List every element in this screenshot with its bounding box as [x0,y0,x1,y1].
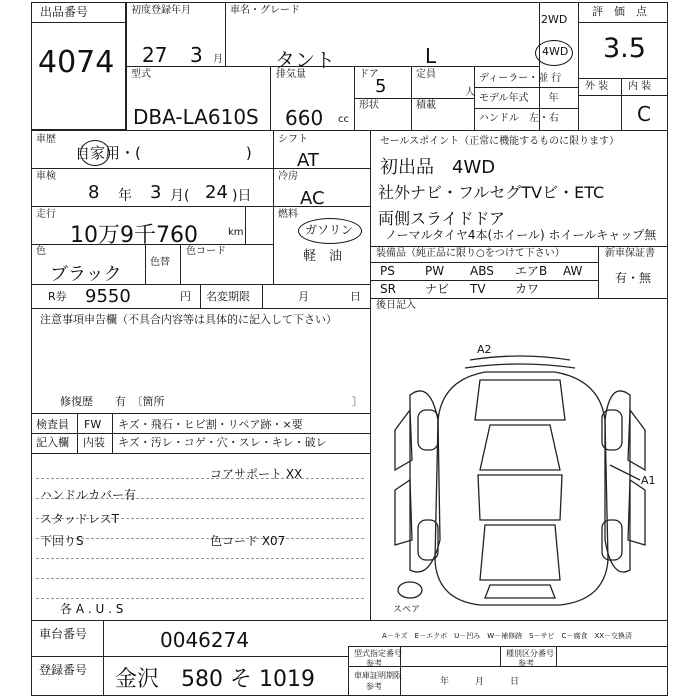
category-ref: 参考 [518,659,534,668]
displacement-unit: cc [338,114,349,125]
damage-mark-a1: A1 [641,474,656,487]
remarks-line [36,598,364,599]
remarks-line [36,478,364,479]
remark-left: 各 A . U . S [60,602,124,616]
grade: L [425,44,437,68]
load-label: 積載 [416,100,436,111]
first-registration-label: 初度登録年月 [131,5,191,16]
shape-label: 形状 [359,100,379,111]
inspection-month: 3 [150,182,162,203]
capacity-label: 定員 [416,69,436,80]
history-value: 自家用・( ) [75,144,252,162]
sales-line-1: 初出品 4WD [380,157,496,178]
inspector-entry-label: 記入欄 [36,436,69,449]
after-entry-label: 後日記入 [376,300,416,311]
inspection-year: 8 [88,182,100,203]
sales-line-2: 社外ナビ・フルセグTVビ・ETC [378,183,605,202]
color-value: ブラック [50,264,122,285]
chassis-value: 0046274 [160,628,250,652]
sales-label: セールスポイント（正常に機能するものに限ります） [380,136,620,147]
displacement-label: 排気量 [276,69,306,80]
repair-label: 修復歴 [60,395,93,408]
first-registration-month: 3 [190,43,203,67]
drive-4wd-circle [535,40,573,66]
equipment-item: ABS [470,264,494,278]
color-change-label: 色替 [150,257,170,268]
drive-4wd: 4WD [542,45,569,58]
model-year-label: モデル年式 年 [479,93,559,104]
inspection-label: 車検 [36,171,56,182]
rating-value: 3.5 [603,33,646,64]
doors-label: ドア [359,69,379,80]
registration-label: 登録番号 [39,663,88,677]
type-label: 型式 [131,69,151,80]
remarks-line [36,558,364,559]
damage-legend: A－キズ E－エクボ U－凹み W－補修跡 S－サビ C－腐食 XX－交換済 [382,632,633,640]
recycle-yen: 円 [180,290,191,303]
equipment-item: PW [425,264,445,278]
model-label: 車名・グレード [230,5,300,16]
expiry-ref: 参考 [366,682,382,691]
inspection-year-unit: 年 [118,188,132,204]
equipment-item: エアB [515,264,548,278]
model-name: タント [275,48,335,72]
fuel-label: 燃料 [278,209,298,220]
repair-close: 〕 [352,395,363,408]
equipment-item: ナビ [425,282,450,296]
displacement-value: 660 [285,106,324,130]
interior-grade: C [637,102,651,126]
lot-number-label: 出品番号 [40,5,89,19]
registration-value: 金沢 580 そ 1019 [115,667,315,692]
ac-label: 冷房 [278,171,298,182]
doors-value: 5 [375,76,387,97]
name-change-month: 月 [298,290,309,303]
mileage-unit: km [228,227,244,238]
remarks-line [36,578,364,579]
dealer-label: ディーラー・並 行 [479,73,562,84]
category-label: 種別区分番号 [506,649,554,658]
equipment-item: TV [470,282,486,296]
inspection-day: 24 [205,182,228,203]
equipment-item: SR [380,282,396,296]
exterior-label: 外 装 [585,81,609,92]
int-label: 内装 [83,436,105,449]
rating-label: 評 価 点 [592,5,647,18]
inspector-check-label: 検査員 [36,418,69,431]
remark-left: ハンドルカバー有 [40,488,137,502]
shift-label: シフト [278,134,308,145]
ac-value: AC [300,188,325,209]
designated-label: 型式指定番号 [354,649,402,658]
name-change-day: 日 [350,290,361,303]
sales-line-3: 両側スライドドア [378,209,506,228]
inspection-day-unit: )日 [232,188,252,204]
color-label: 色 [36,246,46,257]
capacity-unit: 人 [465,87,475,98]
fw-label: FW [84,418,102,431]
fuel-alt: 軽 油 [303,249,343,264]
mileage-value: 10万9千760 [70,223,198,248]
int-items: キズ・汚レ・コゲ・穴・スレ・キレ・破レ [118,436,327,449]
inspection-month-unit: 月( [170,188,190,204]
remarks-line [36,538,364,539]
chassis-label: 車台番号 [39,627,88,641]
expiry-year: 年 [440,677,450,687]
notes-label: 注意事項申告欄（不具合内容等は具体的に記入して下さい） [40,313,337,326]
fw-items: キズ・飛石・ヒビ割・リペア跡・×要 [118,418,303,431]
equipment-item: AW [563,264,583,278]
shift-value: AT [297,150,319,171]
expiry-month: 月 [475,677,485,687]
month-unit: 月 [213,54,223,65]
history-label: 車歴 [36,134,56,145]
repair-value: 有 〔箇所 [115,395,165,408]
first-registration-year: 27 [142,43,168,67]
remark-left: スタッドレスT [40,512,119,526]
expiry-day: 日 [510,677,520,687]
name-change-label: 名変期限 [206,290,250,303]
remark-right: 色コード X07 [210,534,286,548]
expiry-label: 車庫証明期限 [354,671,402,680]
private-use-circle [80,140,110,166]
type-value: DBA-LA610S [133,105,259,129]
fuel-value: ガソリン [305,223,354,237]
handle-label: ハンドル 左・右 [479,113,559,124]
recycle-label: R券 [48,290,67,303]
gasoline-circle [298,218,362,244]
drive-2wd: 2WD [541,13,568,26]
recycle-value: 9550 [85,286,131,307]
equipment-label: 装備品（純正品に限り○をつけて下さい） [376,248,565,259]
spare-label: スペア [393,605,421,615]
interior-label: 内 装 [628,81,652,92]
mileage-label: 走行 [36,209,56,220]
warranty-value: 有・無 [615,271,652,285]
lot-number: 4074 [38,45,115,80]
color-code-label: 色コード [186,246,226,257]
remark-left: 下回りS [40,534,84,548]
designated-ref: 参考 [366,659,382,668]
damage-mark-a2: A2 [477,343,492,356]
sales-line-4: ノーマルタイヤ4本(ホイール) ホイールキャップ無 [385,228,657,242]
equipment-item: カワ [515,282,540,296]
warranty-label: 新車保証書 [605,248,655,259]
remark-right: コアサポート XX [210,467,303,481]
equipment-item: PS [380,264,395,278]
